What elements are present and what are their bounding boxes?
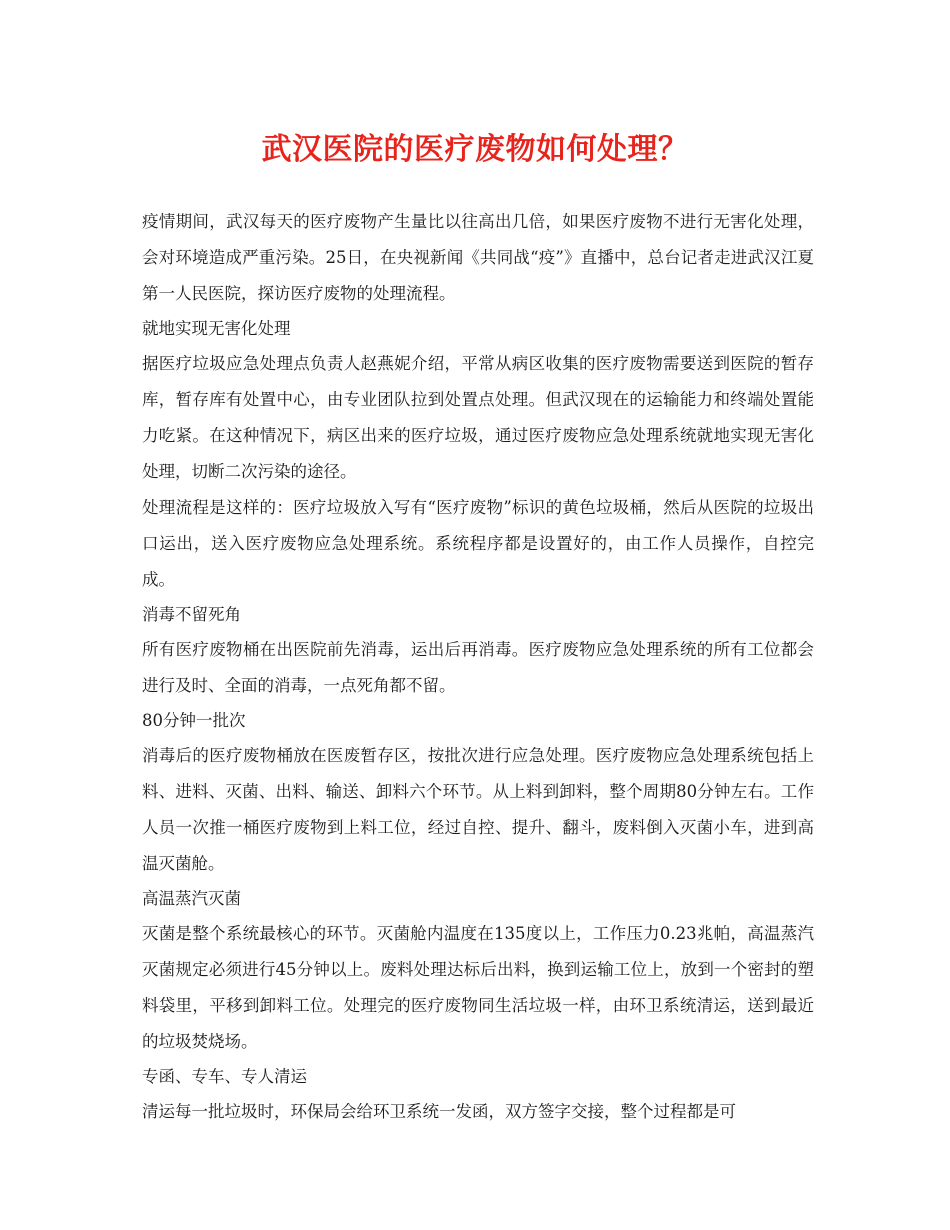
section-heading-batch: 80分钟一批次 bbox=[142, 711, 246, 730]
paragraph-harmless-treatment: 据医疗垃圾应急处理点负责人赵燕妮介绍，平常从病区收集的医疗废物需要送到医院的暂存库，暂存库有处置中心，由专业团队拉到处置点处理。但武汉现在的运输能力和终端处置能力吃紧。在这种情况下，病区出来的医疗垃圾，通过医疗废物应急处理系统就地实现无害化处理，切断二次污染的途径。 bbox=[142, 354, 814, 481]
document-title: 武汉医院的医疗废物如何处理？ bbox=[261, 132, 689, 167]
paragraph-steam-sterilization: 灭菌是整个系统最核心的环节。灭菌舱内温度在135度以上，工作压力0.23兆帕，高温蒸汽灭菌规定必须进行45分钟以上。废料处理达标后出料，换到运输工位上，放到一个密封的塑料袋里，平移到卸料工位。处理完的医疗废物同生活垃圾一样，由环卫系统清运，送到最近的垃圾焚烧场。 bbox=[142, 924, 814, 1051]
section-heading-dedicated-transport: 专函、专车、专人清运 bbox=[142, 1067, 307, 1086]
document-body bbox=[142, 204, 814, 1130]
paragraph-intro: 疫情期间，武汉每天的医疗废物产生量比以往高出几倍，如果医疗废物不进行无害化处理，会对环境造成严重污染。25日，在央视新闻《共同战“疫”》直播中，总台记者走进武汉江夏第一人民医院，探访医疗废物的处理流程。 bbox=[142, 212, 814, 303]
section-heading-harmless-treatment: 就地实现无害化处理 bbox=[142, 319, 291, 338]
paragraph-process-flow: 处理流程是这样的：医疗垃圾放入写有“医疗废物”标识的黄色垃圾桶，然后从医院的垃圾出口运出，送入医疗废物应急处理系统。系统程序都是设置好的，由工作人员操作，自控完成。 bbox=[142, 498, 814, 589]
section-heading-steam-sterilization: 高温蒸汽灭菌 bbox=[142, 889, 241, 908]
paragraph-disinfection: 所有医疗废物桶在出医院前先消毒，运出后再消毒。医疗废物应急处理系统的所有工位都会进行及时、全面的消毒，一点死角都不留。 bbox=[142, 640, 814, 695]
paragraph-dedicated-transport: 清运每一批垃圾时，环保局会给环卫系统一发函，双方签字交接，整个过程都是可 bbox=[142, 1102, 736, 1121]
paragraph-batch: 消毒后的医疗废物桶放在医废暂存区，按批次进行应急处理。医疗废物应急处理系统包括上料、进料、灭菌、出料、输送、卸料六个环节。从上料到卸料，整个周期80分钟左右。工作人员一次推一桶医疗废物到上料工位，经过自控、提升、翻斗，废料倒入灭菌小车，进到高温灭菌舱。 bbox=[142, 746, 814, 873]
section-heading-disinfection: 消毒不留死角 bbox=[142, 605, 241, 624]
